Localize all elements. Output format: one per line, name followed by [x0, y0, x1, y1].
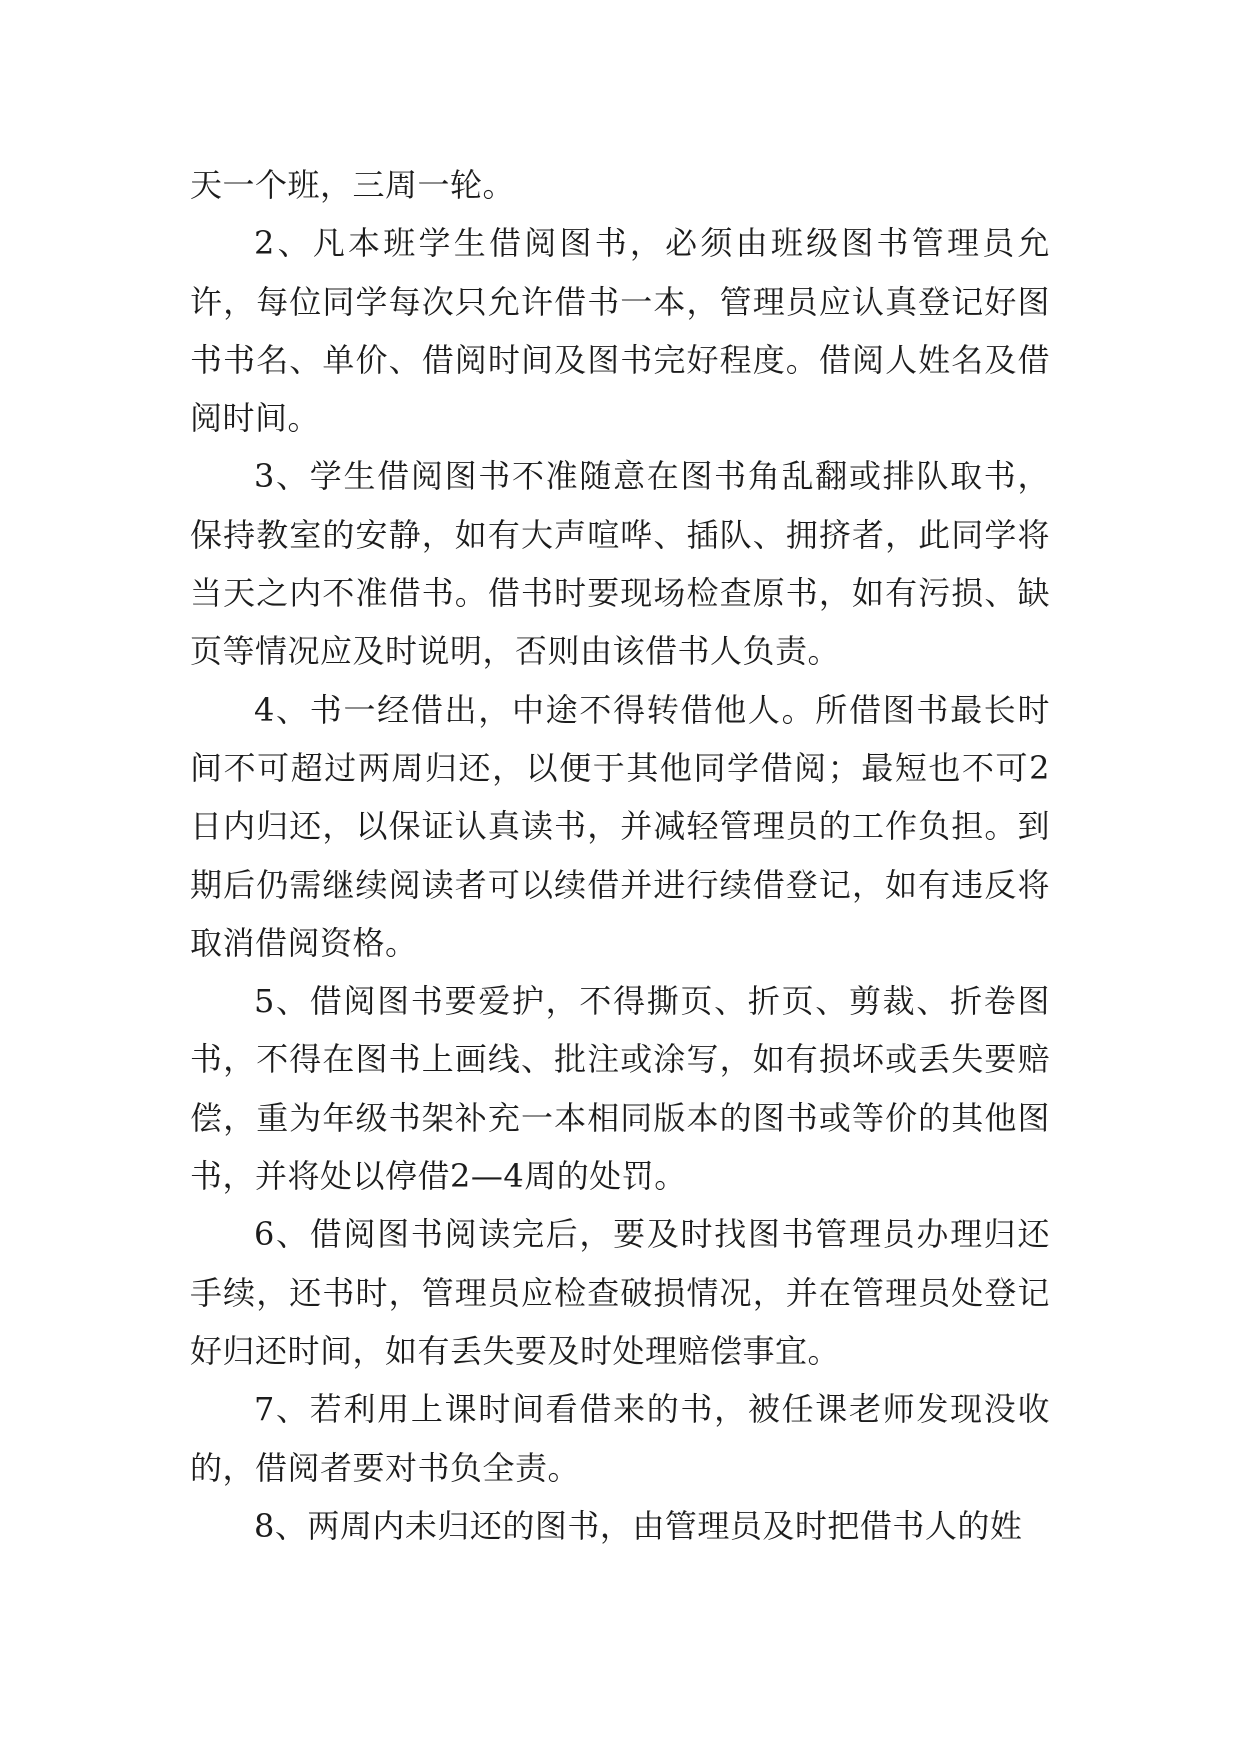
document-body — [190, 156, 1050, 1555]
paragraph-rule-3: 3、学生借阅图书不准随意在图书角乱翻或排队取书，保持教室的安静，如有大声喧哗、插队、拥挤者，此同学将当天之内不准借书。借书时要现场检查原书，如有污损、缺页等情况应及时说明，否则由该借书人负责。 — [190, 457, 1050, 671]
paragraph-continuation: 天一个班，三周一轮。 — [190, 166, 516, 204]
paragraph-rule-7: 7、若利用上课时间看借来的书，被任课老师发现没收的，借阅者要对书负全责。 — [190, 1390, 1050, 1487]
paragraph-rule-8: 8、两周内未归还的图书，由管理员及时把借书人的姓 — [254, 1506, 1023, 1545]
paragraph-rule-2: 2、凡本班学生借阅图书，必须由班级图书管理员允许，每位同学每次只允许借书一本，管理员应认真登记好图书书名、单价、借阅时间及图书完好程度。借阅人姓名及借阅时间。 — [190, 224, 1050, 438]
paragraph-rule-5: 5、借阅图书要爱护，不得撕页、折页、剪裁、折卷图书，不得在图书上画线、批注或涂写，如有损坏或丢失要赔偿，重为年级书架补充一本相同版本的图书或等价的其他图书，并将处以停借2—4周的处罚。 — [190, 982, 1050, 1196]
paragraph-rule-6: 6、借阅图书阅读完后，要及时找图书管理员办理归还手续，还书时，管理员应检查破损情况，并在管理员处登记好归还时间，如有丢失要及时处理赔偿事宜。 — [190, 1215, 1050, 1370]
paragraph-rule-4: 4、书一经借出，中途不得转借他人。所借图书最长时间不可超过两周归还，以便于其他同学借阅；最短也不可2日内归还，以保证认真读书，并减轻管理员的工作负担。到期后仍需继续阅读者可以续借并进行续借登记，如有违反将取消借阅资格。 — [190, 690, 1050, 962]
